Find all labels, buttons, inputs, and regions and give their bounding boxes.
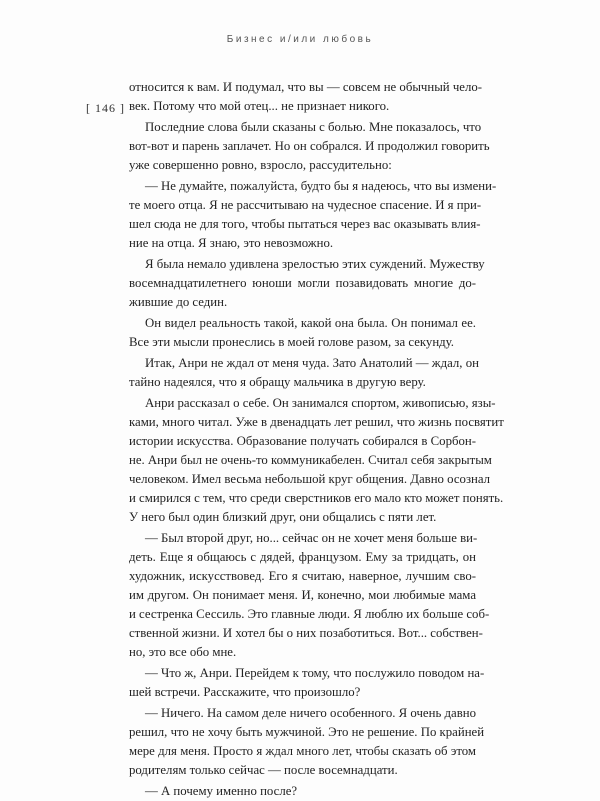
text-line: не. Анри был не очень-то коммуникабелен. Считал себя закрытым <box>129 453 492 467</box>
text-line: человеком. Имел весьма небольшой круг общения. Давно осознал <box>129 472 491 486</box>
text-line: истории искусства. Образование получать собирался в Сорбон- <box>129 434 476 448</box>
text-line: шел сюда не для того, чтобы пытаться через вас оказывать влия- <box>129 217 481 231</box>
text-line: Все эти мысли пронеслись в моей голове разом, за секунду. <box>129 335 454 349</box>
text-line: — Что ж, Анри. Перейдем к тому, что послужило поводом на- <box>145 666 485 680</box>
body-text <box>129 78 504 801</box>
text-line: ственной жизни. И хотел бы о них позаботиться. Вот... собствен- <box>129 626 483 640</box>
text-line: тайно надеялся, что я обращу мальчика в другую веру. <box>129 375 426 389</box>
text-line: Он видел реальность такой, какой она была. Он понимал ее. <box>145 316 476 330</box>
text-line: и смирился с тем, что среди сверстников его мало кто может понять. <box>129 491 504 505</box>
text-line: относится к вам. И подумал, что вы — совсем не обычный чело- <box>129 80 483 94</box>
text-line: им другом. Он понимает меня. И, конечно, мои любимые мама <box>129 588 476 602</box>
page-number: [ 146 ] <box>86 101 125 115</box>
text-line: и сестренка Сессиль. Это главные люди. Я люблю их больше соб- <box>129 607 490 621</box>
text-line: деть. Еще я общаюсь с дядей, французом. Ему за тридцать, он <box>129 550 476 564</box>
text-line: Я была немало удивлена зрелостью этих суждений. Мужеству <box>145 257 485 271</box>
text-line: родителям только сейчас — после восемнадцати. <box>129 763 398 777</box>
running-header: Бизнес и/или любовь <box>226 34 374 45</box>
text-line: мере для меня. Просто я ждал много лет, чтобы сказать об этом <box>129 744 476 758</box>
text-line: но, это все обо мне. <box>129 645 237 659</box>
text-line: уже совершенно ровно, взросло, рассудительно: <box>129 158 392 172</box>
text-line: решил, что не хочу быть мужчиной. Это не решение. По крайней <box>129 725 485 739</box>
text-line: У него был один близкий друг, они общались с пяти лет. <box>129 510 437 524</box>
text-line: ние на отца. Я знаю, это невозможно. <box>129 236 334 250</box>
text-line: — Не думайте, пожалуйста, будто бы я надеюсь, что вы измени- <box>145 179 497 193</box>
text-line: те моего отца. Я не рассчитываю на чудесное спасение. И я при- <box>129 198 482 212</box>
text-line: Последние слова были сказаны с болью. Мне показалось, что <box>145 120 482 134</box>
text-line: — Ничего. На самом деле ничего особенного. Я очень давно <box>145 706 476 720</box>
text-line: вот-вот и парень заплачет. Но он собрался. И продолжил говорить <box>129 139 490 153</box>
text-line: — Был второй друг, но... сейчас он не хочет меня больше ви- <box>145 531 478 545</box>
text-line: Анри рассказал о себе. Он занимался спортом, живописью, язы- <box>145 396 496 410</box>
text-line: — А почему именно после? <box>145 784 298 798</box>
text-line: век. Потому что мой отец... не признает никого. <box>129 99 390 113</box>
text-line: восемнадцатилетнего юноши могли позавидовать многие до- <box>129 276 476 290</box>
text-line: жившие до седин. <box>129 295 228 309</box>
text-line: шей встречи. Расскажите, что произошло? <box>129 685 361 699</box>
text-line: художник, искусствовед. Его я считаю, наверное, лучшим сво- <box>129 569 476 583</box>
text-line: ками, много читал. Уже в двенадцать лет решил, что жизнь посвятит <box>129 415 504 429</box>
text-line: Итак, Анри не ждал от меня чуда. Зато Анатолий — ждал, он <box>145 356 479 370</box>
